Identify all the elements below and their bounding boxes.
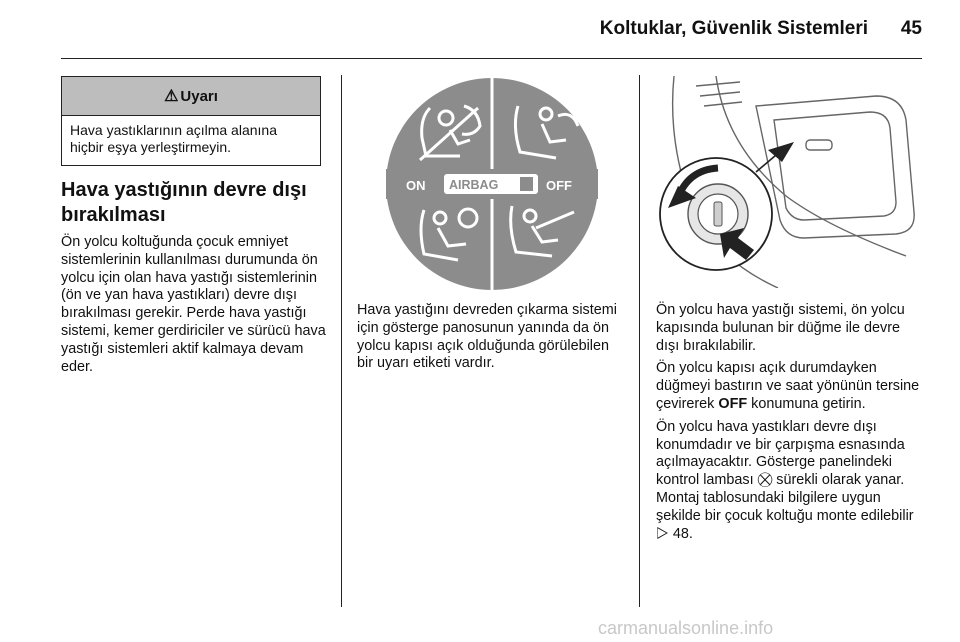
warning-label: Uyarı: [180, 87, 218, 105]
section-body: Ön yolcu koltuğunda çocuk emniyet sistemlerinin kullanılması durumunda ön yolcu için olan hava yastığı sistemlerinin (ön ve yan hava yastıkları) devre dışı bırakılması gerekir. Perde hava yastığı sistemi, kemer gerdiriciler ve sürücü hava yastığı sistemleri aktif kalmaya devam eder.: [61, 234, 326, 375]
door-switch-figure: [656, 76, 920, 288]
airbag-label-figure: [360, 78, 625, 290]
warning-header: [62, 77, 320, 116]
on-label: ON: [406, 178, 426, 193]
airbag-label: AIRBAG: [449, 178, 499, 192]
page-number: 45: [900, 18, 922, 39]
airbag-key-switch: [660, 158, 772, 270]
warning-triangle-icon: ⚠: [164, 88, 179, 105]
off-label: OFF: [546, 178, 572, 193]
page-reference-arrow-icon: ▷: [656, 525, 669, 542]
column-divider-left: [341, 75, 342, 607]
paragraph-airbag-off-state: Ön yolcu hava yastıkları devre dışı konumdadır ve bir çarpışma esnasında açılmayacaktır. Gösterge panelindeki kontrol lambası ⛒ sürekli olarak yanar. Montaj tablosundaki bilgilere uygun şekilde bir çocuk koltuğu monte edilebilir ▷ 48.: [656, 418, 914, 542]
section-title: Hava yastığının devre dışı bırakılması: [61, 179, 307, 226]
header-rule: [61, 58, 922, 59]
paragraph-turn-off: Ön yolcu kapısı açık durumdayken düğmeyi bastırın ve saat yönünün tersine çevirerek OFF konumuna getirin.: [656, 360, 920, 412]
footer-watermark: carmanualsonline.info: [598, 618, 774, 638]
paragraph-disable-switch: Ön yolcu hava yastığı sistemi, ön yolcu kapısında bulunan bir düğme ile devre dışı bırakılabilir.: [656, 302, 905, 354]
page-reference: 48.: [668, 525, 693, 542]
warning-box: [61, 76, 321, 166]
off-position-text: OFF: [718, 395, 748, 412]
airbag-off-indicator-icon: ⛒: [757, 472, 773, 489]
figure-caption: Hava yastığını devreden çıkarma sistemi için gösterge panosunun yanında da ön yolcu kapısı açık olduğunda görülebilen bir uyarı etiketi vardır.: [357, 302, 617, 372]
right-column-text: [656, 302, 924, 548]
header-title: Koltuklar, Güvenlik Sistemleri: [599, 18, 868, 39]
airbag-lamp-icon: [520, 177, 533, 191]
column-divider-right: [639, 75, 640, 607]
warning-text: Hava yastıklarının açılma alanına hiçbir eşya yerleştirmeyin.: [70, 122, 277, 155]
